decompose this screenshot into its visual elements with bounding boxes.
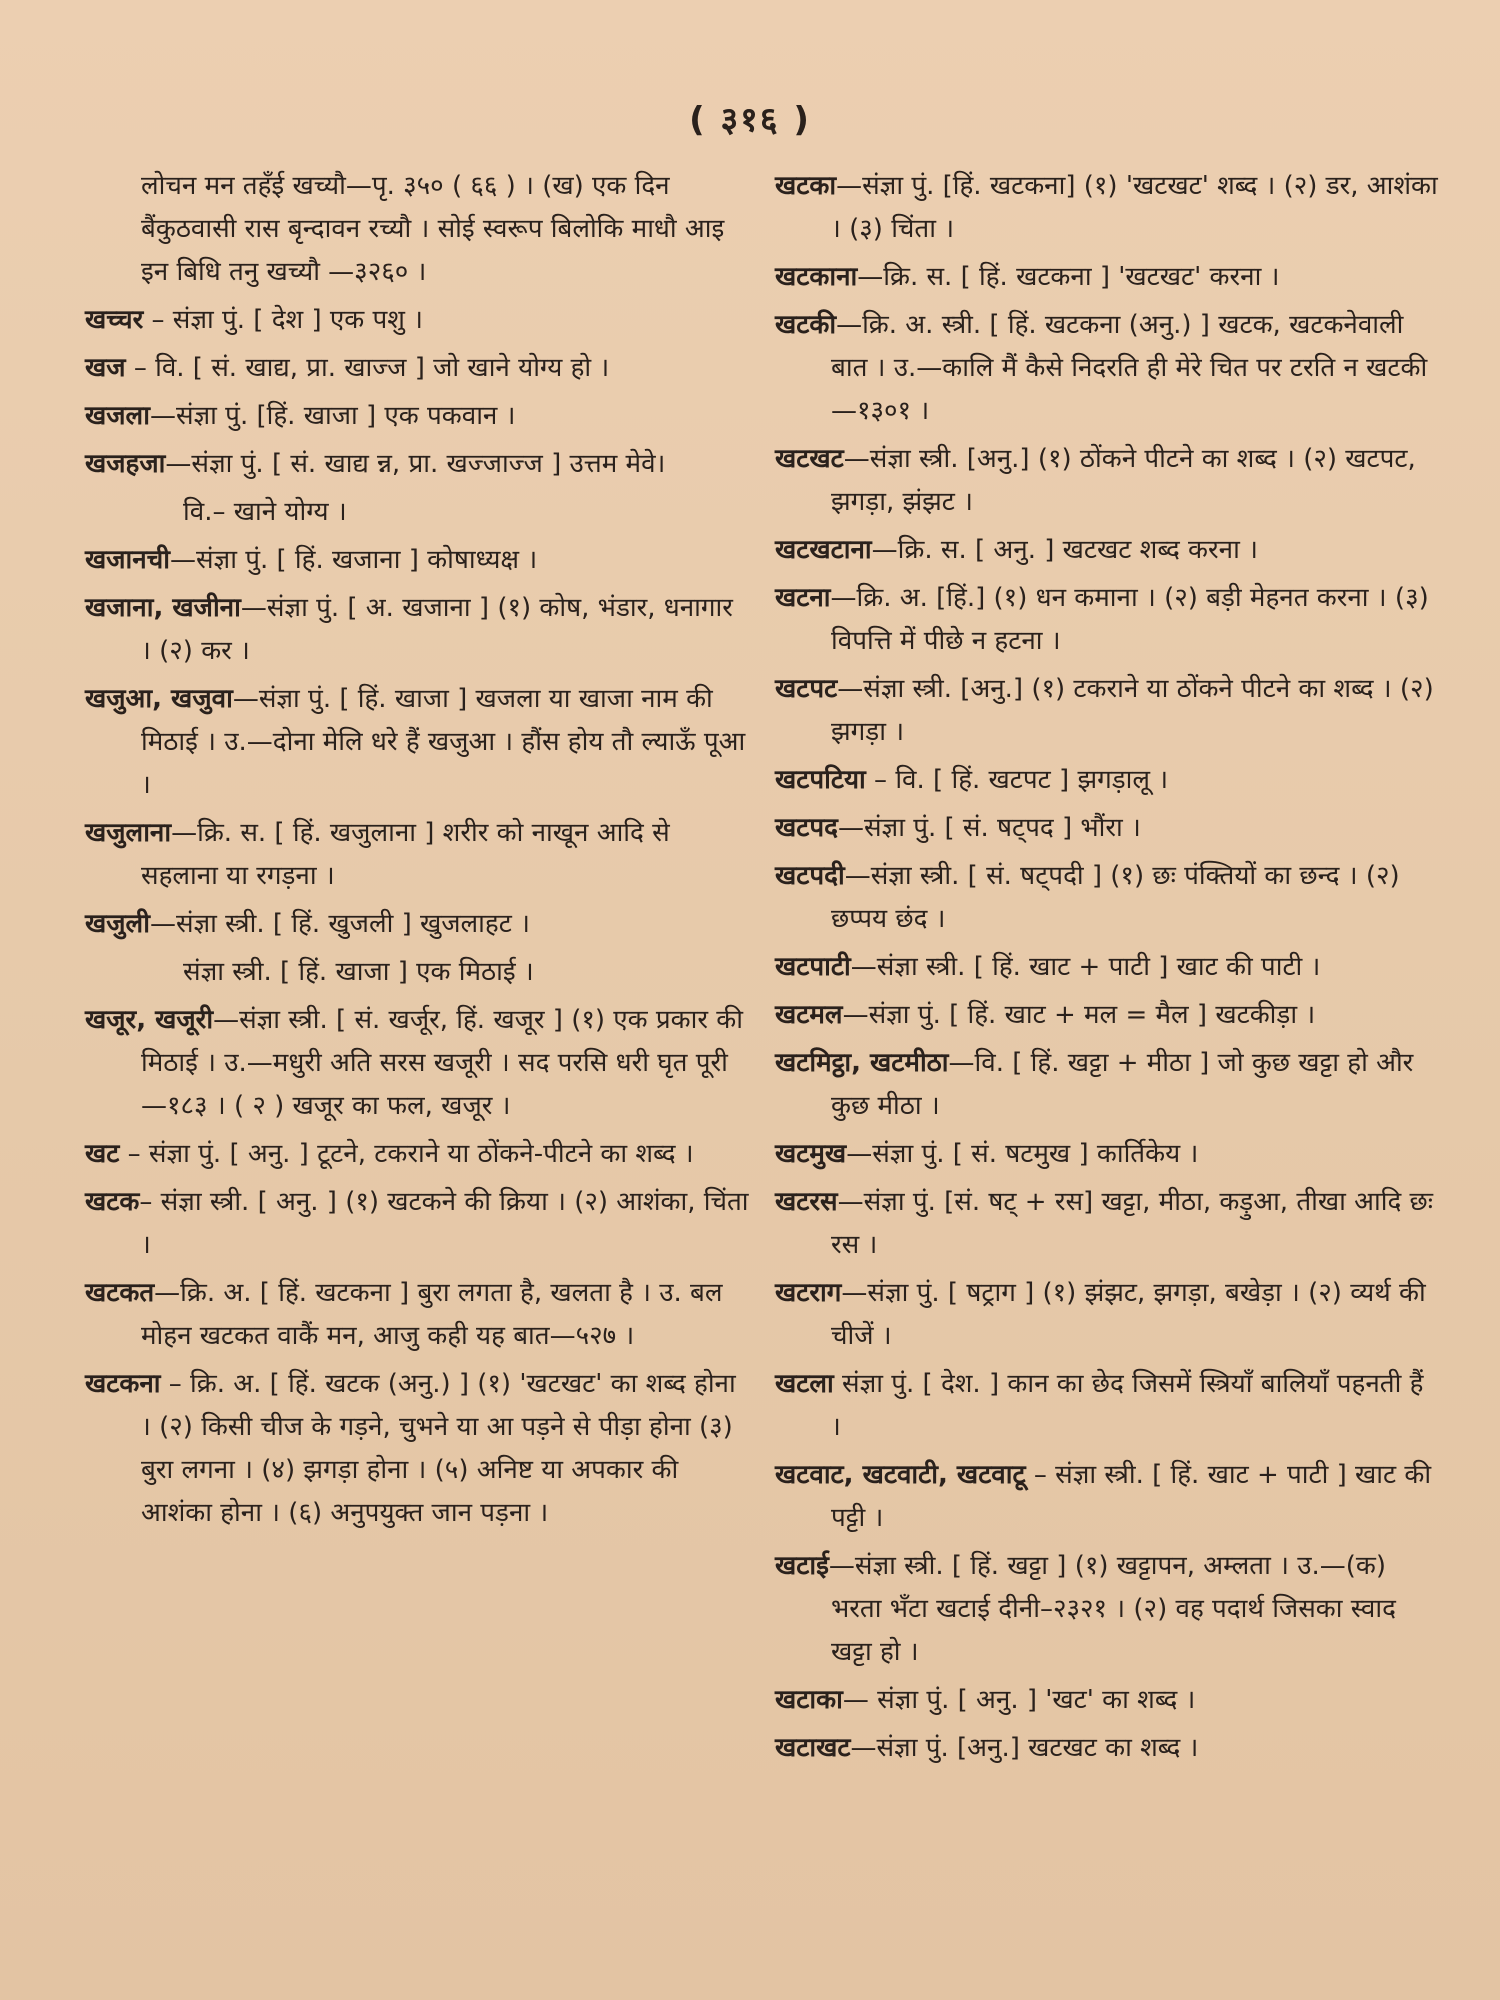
entry-definition: लोचन मन तहँई खच्यौ—पृ. ३५० ( ६६ ) । (ख) एक दिन बैंकुठवासी रास बृन्दावन रच्यौ । सोई स्वरूप बिलोकि माधौ आइ इन बिधि तनु खच्यौ —३२६० । — [141, 171, 725, 287]
entry-headword: खटमल — [775, 1000, 843, 1030]
entry-headword: खटखट — [775, 444, 844, 474]
dictionary-entry — [775, 1454, 1440, 1540]
entry-definition: —संज्ञा पुं. [हिं. खटकना] (१) 'खटखट' शब्द । (२) डर, आशंका । (३) चिंता । — [831, 171, 1438, 244]
left-column — [85, 165, 750, 1540]
entry-definition: – वि. [ सं. खाद्य, प्रा. खाज्ज ] जो खाने योग्य हो । — [125, 353, 610, 383]
dictionary-entry — [775, 1363, 1440, 1449]
entry-headword: खटला — [775, 1369, 834, 1399]
dictionary-entry — [85, 999, 750, 1128]
entry-headword: खटाई — [775, 1551, 829, 1581]
entry-definition: —संज्ञा स्त्री. [ हिं. खाट + पाटी ] खाट की पाटी । — [850, 952, 1321, 982]
dictionary-entry — [775, 529, 1440, 572]
dictionary-entry — [775, 807, 1440, 850]
entry-definition: —क्रि. अ. स्त्री. [ हिं. खटकना (अनु.) ] खटक, खटकनेवाली बात । उ.—कालि मैं कैसे निदरति ही मेरे चित पर टरति न खटकी —१३०१ । — [831, 310, 1428, 426]
entry-headword: खज — [85, 353, 126, 383]
entry-headword: खच्चर — [85, 305, 144, 335]
dictionary-entry — [775, 994, 1440, 1037]
entry-definition: संज्ञा पुं. [ देश. ] कान का छेद जिसमें स्त्रियाँ बालियाँ पहनती हैं । — [831, 1369, 1424, 1442]
entry-headword: खजानची — [85, 545, 170, 575]
entry-definition: —संज्ञा पुं. [ सं. खाद्य न्न, प्रा. खज्जाज्ज ] उत्तम मेवे। — [165, 449, 666, 479]
dictionary-entry — [85, 1133, 750, 1176]
entry-headword: खटकना — [85, 1369, 161, 1399]
entry-headword: खजहजा — [85, 449, 166, 479]
dictionary-entry — [85, 587, 750, 673]
dictionary-entry — [775, 165, 1440, 251]
dictionary-entry — [775, 668, 1440, 754]
entry-headword: खजुआ, खजुवा — [85, 684, 233, 714]
dictionary-entry — [85, 1181, 750, 1267]
entry-headword: खटना — [775, 583, 831, 613]
entry-definition: – संज्ञा पुं. [ अनु. ] टूटने, टकराने या ठोंकने-पीटने का शब्द । — [119, 1139, 694, 1169]
entry-definition: —संज्ञा स्त्री. [ हिं. खट्टा ] (१) खट्टापन, अम्लता । उ.—(क) भरता भँटा खटाई दीनी–२३२१ । (२) वह पदार्थ जिसका स्वाद खट्टा हो । — [828, 1551, 1396, 1667]
entry-headword: खटकाना — [775, 262, 858, 292]
dictionary-entry — [775, 759, 1440, 802]
entry-definition: —संज्ञा पुं. [हिं. खाजा ] एक पकवान । — [149, 401, 516, 431]
dictionary-entry — [85, 395, 750, 438]
entry-headword: खटपद — [775, 813, 838, 843]
dictionary-entry — [775, 855, 1440, 941]
entry-definition: —संज्ञा स्त्री. [अनु.] (१) टकराने या ठोंकने पीटने का शब्द । (२) झगड़ा । — [831, 674, 1434, 747]
entry-headword: खट — [85, 1139, 120, 1169]
entry-definition: —संज्ञा पुं. [ सं. षटमुख ] कार्तिकेय । — [846, 1139, 1199, 1169]
entry-headword: खटमिट्ठा, खटमीठा — [775, 1048, 949, 1078]
entry-headword: खटमुख — [775, 1139, 847, 1169]
page-number: ( ३१६ ) — [689, 100, 811, 140]
dictionary-entry — [775, 1042, 1440, 1128]
dictionary-entry — [85, 812, 750, 898]
entry-definition: – क्रि. अ. [ हिं. खटक (अनु.) ] (१) 'खटखट' का शब्द होना । (२) किसी चीज के गड़ने, चुभने या आ पड़ने से पीड़ा होना (३) बुरा लगना । (४) झगड़ा होना । (५) अनिष्ट या अपकार की आशंका होना । (६) अनुपयुक्त जान पड़ना । — [141, 1369, 736, 1528]
entry-definition: – संज्ञा पुं. [ देश ] एक पशु । — [143, 305, 424, 335]
entry-headword: खटकी — [775, 310, 837, 340]
entry-definition: —संज्ञा स्त्री. [अनु.] (१) ठोंकने पीटने का शब्द । (२) खटपट, झगड़ा, झंझट । — [831, 444, 1416, 517]
dictionary-entry — [85, 1363, 750, 1535]
dictionary-entry — [775, 1272, 1440, 1358]
entry-definition: —संज्ञा पुं. [सं. षट् + रस] खट्टा, मीठा, कड़ुआ, तीखा आदि छः रस । — [831, 1187, 1433, 1260]
entry-definition: – वि. [ हिं. खटपट ] झगड़ालू । — [865, 765, 1169, 795]
entry-headword: खजाना, खजीना — [85, 593, 241, 623]
entry-headword: खटपदी — [775, 861, 845, 891]
entry-headword: खजूर, खजूरी — [85, 1005, 214, 1035]
entry-definition: —क्रि. अ. [ हिं. खटकना ] बुरा लगता है, खलता है । उ. बल मोहन खटकत वाकैं मन, आजु कही यह बात—५२७ । — [141, 1278, 723, 1351]
dictionary-entry — [85, 539, 750, 582]
entry-headword: खटपटिया — [775, 765, 866, 795]
dictionary-entry — [775, 1545, 1440, 1674]
entry-definition: —संज्ञा पुं. [ षट्राग ] (१) झंझट, झगड़ा, बखेड़ा । (२) व्यर्थ की चीजें । — [831, 1278, 1426, 1351]
entry-headword: खटखटाना — [775, 535, 872, 565]
entry-definition: —संज्ञा स्त्री. [ सं. खर्जूर, हिं. खजूर ] (१) एक प्रकार की मिठाई । उ.—मधुरी अति सरस खजूरी । सद परसि धरी घृत पूरी—१८३ । ( २ ) खजूर का फल, खजूर । — [141, 1005, 743, 1121]
dictionary-entry — [775, 577, 1440, 663]
dictionary-entry — [775, 1679, 1440, 1722]
entry-headword: खजला — [85, 401, 150, 431]
entry-headword: खटवाट, खटवाटी, खटवाटू — [775, 1460, 1026, 1490]
entry-definition: —संज्ञा पुं. [ हिं. खजाना ] कोषाध्यक्ष । — [169, 545, 538, 575]
dictionary-entry — [85, 443, 750, 486]
entry-definition: —संज्ञा पुं. [ हिं. खाजा ] खजला या खाजा नाम की मिठाई । उ.—दोना मेलि धरे हैं खजुआ । हौंस होय तौ ल्याऊँ पूआ । — [141, 684, 746, 800]
entry-definition: – संज्ञा स्त्री. [ अनु. ] (१) खटकने की क्रिया । (२) आशंका, चिंता । — [139, 1187, 749, 1260]
dictionary-entry — [85, 347, 750, 390]
entry-continuation — [85, 491, 750, 534]
dictionary-entry — [775, 1133, 1440, 1176]
entry-definition: — संज्ञा पुं. [ अनु. ] 'खट' का शब्द । — [842, 1685, 1196, 1715]
entry-continuation — [85, 165, 750, 294]
dictionary-entry — [775, 304, 1440, 433]
entry-definition: —संज्ञा पुं. [ सं. षट्पद ] भौंरा । — [837, 813, 1141, 843]
entry-definition: —संज्ञा पुं. [ अ. खजाना ] (१) कोष, भंडार, धनागार । (२) कर । — [141, 593, 733, 666]
entry-definition: – संज्ञा स्त्री. [ हिं. खाट + पाटी ] खाट की पट्टी । — [831, 1460, 1432, 1533]
entry-definition: —क्रि. स. [ हिं. खजुलाना ] शरीर को नाखून आदि से सहलाना या रगड़ना । — [141, 818, 670, 891]
entry-headword: खटपाटी — [775, 952, 851, 982]
entry-definition: —क्रि. अ. [हिं.] (१) धन कमाना । (२) बड़ी मेहनत करना । (३) विपत्ति में पीछे न हटना । — [830, 583, 1429, 656]
entry-definition: वि.– खाने योग्य । — [183, 497, 347, 527]
entry-headword: खटराग — [775, 1278, 842, 1308]
dictionary-entry — [775, 256, 1440, 299]
entry-continuation — [85, 951, 750, 994]
entry-headword: खटकत — [85, 1278, 155, 1308]
entry-definition: —संज्ञा पुं. [अनु.] खटखट का शब्द । — [850, 1733, 1199, 1763]
dictionary-entry — [775, 946, 1440, 989]
entry-definition: —संज्ञा स्त्री. [ सं. षट्पदी ] (१) छः पंक्तियों का छन्द । (२) छप्पय छंद । — [831, 861, 1400, 934]
entry-definition: —संज्ञा स्त्री. [ हिं. खुजली ] खुजलाहट । — [149, 909, 530, 939]
dictionary-entry — [85, 1272, 750, 1358]
entry-headword: खटाखट — [775, 1733, 851, 1763]
entry-headword: खजुली — [85, 909, 150, 939]
entry-definition: —वि. [ हिं. खट्टा + मीठा ] जो कुछ खट्टा हो और कुछ मीठा । — [831, 1048, 1414, 1121]
entry-headword: खटक — [85, 1187, 140, 1217]
entry-headword: खजुलाना — [85, 818, 172, 848]
dictionary-entry — [85, 678, 750, 807]
entry-headword: खटरस — [775, 1187, 838, 1217]
entry-definition: —क्रि. स. [ अनु. ] खटखट शब्द करना । — [871, 535, 1258, 565]
entry-definition: —संज्ञा पुं. [ हिं. खाट + मल = मैल ] खटकीड़ा । — [842, 1000, 1316, 1030]
dictionary-entry — [85, 299, 750, 342]
entry-definition: —क्रि. स. [ हिं. खटकना ] 'खटखट' करना । — [857, 262, 1280, 292]
dictionary-entry — [85, 903, 750, 946]
entry-headword: खटपट — [775, 674, 838, 704]
dictionary-entry — [775, 1727, 1440, 1770]
entry-headword: खटका — [775, 171, 837, 201]
entry-definition: संज्ञा स्त्री. [ हिं. खाजा ] एक मिठाई । — [183, 957, 534, 987]
right-column — [775, 165, 1440, 1775]
entry-headword: खटाका — [775, 1685, 843, 1715]
dictionary-entry — [775, 1181, 1440, 1267]
dictionary-entry — [775, 438, 1440, 524]
